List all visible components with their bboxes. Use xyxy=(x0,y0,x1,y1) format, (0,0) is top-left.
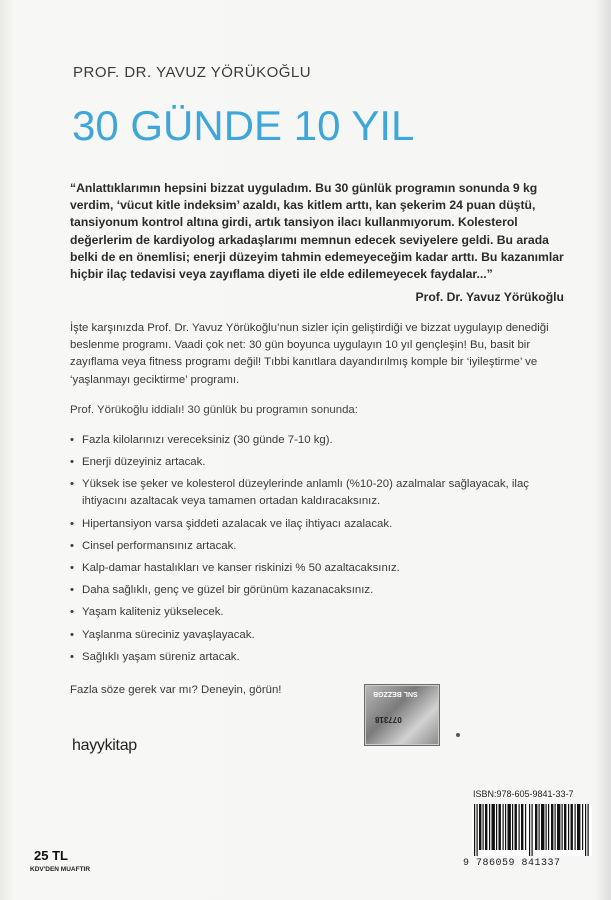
list-item: • Yaşlanma süreciniz yavaşlayacak. xyxy=(70,627,570,644)
list-item: • Fazla kilolarınızı vereceksiniz (30 günde 7-10 kg). xyxy=(70,432,570,449)
bullet-icon: • xyxy=(70,539,74,552)
bullet-icon: • xyxy=(70,628,74,641)
tax-note: KDV'DEN MUAFTIR xyxy=(30,866,91,873)
list-item: • Yaşam kaliteniz yükselecek. xyxy=(70,604,570,621)
isbn-label: ISBN:978-605-9841-33-7 xyxy=(473,789,574,799)
list-item: • Yüksek ise şeker ve kolesterol düzeylerinde anlamlı (%10-20) azalmalar sağlayacak, ilaç ihtiyacını azaltacak veya tamamen ortadan kaldıracaksınız. xyxy=(70,478,529,508)
price: 25 TL xyxy=(34,848,68,863)
bullet-icon: • xyxy=(70,478,74,491)
intro-paragraph: İşte karşınızda Prof. Dr. Yavuz Yörükoğlu’nun sizler için geliştirdiği ve bizzat uygulayıp denediği beslenme programı. Vaadi çok net: 30 gün boyunca uygulayın 10 yıl gençleşin! Bu, basit bir zayıflama veya fitness programı değil! Tıbbi kanıtlara dayandırılmış komple bir ‘iyileştirme’ ve ‘yaşlanmayı geciktirme’ programı. xyxy=(70,322,549,386)
sticker-code: 077318 xyxy=(375,715,402,724)
benefits-lead: Prof. Yörükoğlu iddialı! 30 günlük bu programın sonunda: xyxy=(70,404,358,416)
publisher-logo: hayykitap xyxy=(72,737,137,754)
list-item: • Cinsel performansınız artacak. xyxy=(70,538,570,555)
book-title: 30 GÜNDE 10 YIL xyxy=(72,102,415,149)
print-mark xyxy=(456,733,460,737)
barcode-digits: 9 786059 841337 xyxy=(463,858,561,869)
author-name: PROF. DR. YAVUZ YÖRÜKOĞLU xyxy=(73,64,312,81)
hologram-sticker xyxy=(364,684,440,746)
bullet-icon: • xyxy=(70,606,74,619)
list-item: • Kalp-damar hastalıkları ve kanser riskinizi % 50 azaltacaksınız. xyxy=(70,560,570,577)
benefits-list xyxy=(70,432,570,671)
list-item: • Sağlıklı yaşam süreniz artacak. xyxy=(70,649,570,666)
author-quote: “Anlattıklarımın hepsini bizzat uyguladım. Bu 30 günlük programın sonunda 9 kg verdim, ‘vücut kitle indeksim’ azaldı, kas kitlem arttı, kan şekerim 24 puan düştü, tansiyonum kontrol altına girdi, artık tansiyon ilacı kullanmıyorum. Kolesterol değerlerim de kardiyolog arkadaşlarımı memnun edecek seviyelere geldi. Bu arada belki de en önemlisi; enerji düzeyim tahmin edemeyeceğim kadar arttı. Bu kazanımlar hiçbir ilaç tedavisi veya zayıflama diyeti ile elde edilemeyecek faydalar...” xyxy=(70,181,564,282)
bullet-icon: • xyxy=(70,517,74,530)
bullet-icon: • xyxy=(70,584,74,597)
bullet-icon: • xyxy=(70,561,74,574)
barcode-bars-icon xyxy=(472,804,592,856)
list-item: • Enerji düzeyiniz artacak. xyxy=(70,454,570,471)
bullet-icon: • xyxy=(70,434,74,446)
bullet-icon: • xyxy=(70,650,74,663)
list-item: • Daha sağlıklı, genç ve güzel bir görünüm kazanacaksınız. xyxy=(70,582,570,599)
barcode xyxy=(472,804,592,856)
quote-signature: Prof. Dr. Yavuz Yörükoğlu xyxy=(415,290,564,304)
list-item: • Hipertansiyon varsa şiddeti azalacak ve ilaç ihtiyacı azalacak. xyxy=(70,516,570,533)
sticker-text: SNL BEZZGB xyxy=(373,690,418,697)
bullet-icon: • xyxy=(70,456,74,469)
closing-line: Fazla söze gerek var mı? Deneyin, görün! xyxy=(70,684,282,696)
